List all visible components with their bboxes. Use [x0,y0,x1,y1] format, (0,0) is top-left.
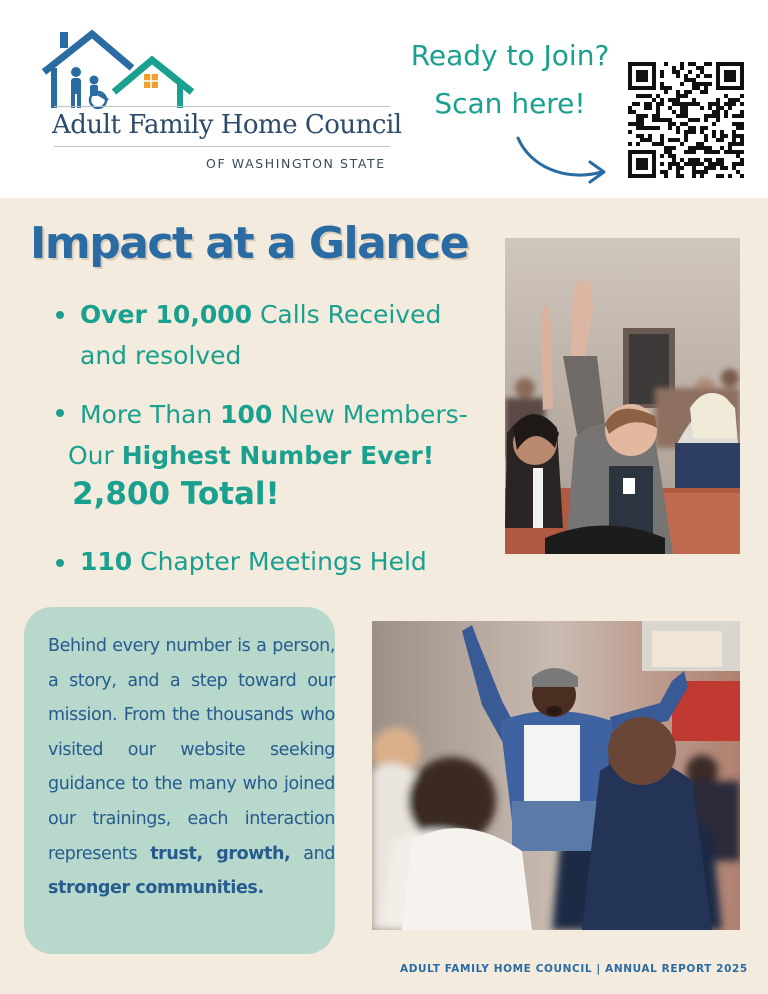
logo [40,28,402,178]
raised-hands-photo [505,238,740,554]
bullet-members-line2 [68,435,434,476]
story-bold-trust: trust, growth, [150,843,291,864]
members-prefix: More Than [80,400,221,429]
members-total: 2,800 Total! [72,476,280,512]
bullet-dot-icon [56,409,64,417]
house-family-logo-icon [40,28,200,112]
calls-label: Calls Received [252,300,442,329]
chapters-label: Chapter Meetings Held [132,547,427,576]
cta-line-1: Ready to Join? [410,39,610,72]
calls-count: Over 10,000 [80,300,253,329]
story-and: and [290,843,335,864]
logo-name: Adult Family Home Council [52,110,402,140]
celebrating-member-photo [372,621,740,930]
members-highest: Highest Number Ever! [121,441,435,470]
bullet-chapters [80,541,427,582]
bullet-members [80,394,468,435]
bullet-dot-icon [56,559,64,567]
footer: ADULT FAMILY HOME COUNCIL | ANNUAL REPORT 2025 [400,963,748,975]
story-body: Behind every number is a person, a story, and a step toward our mission. From the thousands who visited our website seeking guidance to the many who joined our trainings, each interaction represents [48,636,335,864]
header [0,0,768,198]
arrow-icon [512,132,612,188]
cta-line-2: Scan here! [434,87,586,120]
calls-resolved-label: and resolved [80,341,242,370]
logo-bottom-rule [54,146,390,147]
qr-code-icon[interactable] [628,62,744,178]
join-cta [378,32,642,128]
story-box [24,607,335,954]
chapters-count: 110 [80,547,133,576]
logo-subtitle: OF WASHINGTON STATE [206,156,386,171]
photo-raised-hands [505,238,740,554]
bullet-dot-icon [56,311,64,319]
members-count: 100 [220,400,273,429]
photo-celebrating-member [372,621,740,930]
story-text [48,629,335,906]
bullet-calls [80,294,441,335]
bullet-calls-line2 [80,335,241,376]
members-line2-prefix: Our [68,441,122,470]
story-bold-communities: stronger communities. [48,878,264,899]
members-label: New Members- [272,400,468,429]
logo-top-rule [54,106,390,107]
page-title: Impact at a Glance [30,218,469,269]
